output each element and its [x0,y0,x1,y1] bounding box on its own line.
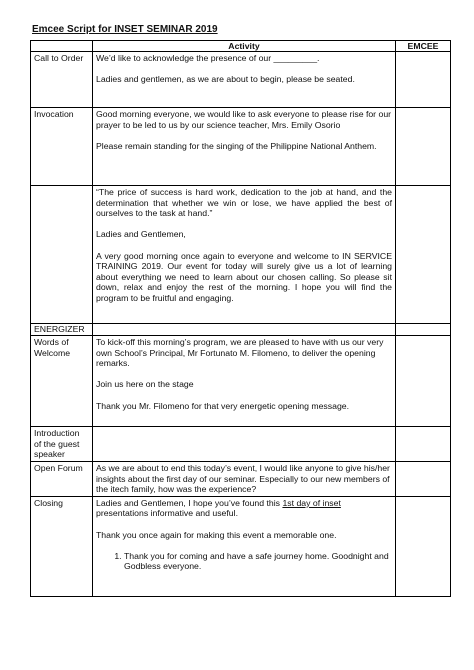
label-call-to-order: Call to Order [31,52,93,108]
closing-text-1-underlined: 1st day of inset [282,497,341,508]
emcee-opening [396,186,451,324]
row-closing [31,496,451,596]
label-energizer: ENERGIZER [31,324,93,336]
row-invocation [31,108,451,186]
opening-welcome: A very good morning once again to everyone and welcome to IN SERVICE TRAINING 2019. Our event for today will surely give us a lot of learning about everything we need to learn about our chosen calling. So please sit down, relax and enjoy the rest of the morning. I hope you will find the program to be fruitful and engaging. [96,250,392,303]
closing-text-1b: presentations informative and useful. [96,508,238,519]
welcome-text-3: Thank you Mr. Filomeno for that very energetic opening message. [96,400,350,411]
label-introduction: Introduction of the guest speaker [31,427,93,462]
invocation-text-1: Good morning everyone, we would like to ask everyone to please rise for our prayer to be led to us by our science teacher, Mrs. Emily Osorio [96,109,392,130]
label-closing: Closing [31,496,93,596]
activity-opening [93,186,396,324]
header-row [31,41,451,52]
header-part [31,41,93,52]
activity-introduction [93,427,396,462]
emcee-closing [396,496,451,596]
emcee-energizer [396,324,451,336]
emcee-invocation [396,108,451,186]
activity-invocation [93,108,396,186]
row-words-of-welcome [31,336,451,427]
closing-text-1a: Ladies and Gentlemen, I hope you’ve found this [96,497,283,508]
row-introduction [31,427,451,462]
header-emcee: EMCEE [396,41,451,52]
activity-closing [93,496,396,596]
call-to-order-text-2: Ladies and gentlemen, as we are about to begin, please be seated. [96,74,355,85]
activity-open-forum [93,462,396,497]
activity-words-of-welcome [93,336,396,427]
label-open-forum: Open Forum [31,462,93,497]
label-opening [31,186,93,324]
row-call-to-order [31,52,451,108]
welcome-text-2: Join us here on the stage [96,379,194,390]
emcee-introduction [396,427,451,462]
activity-call-to-order [93,52,396,108]
emcee-call-to-order [396,52,451,108]
invocation-text-2: Please remain standing for the singing of the Philippine National Anthem. [96,140,377,151]
document-title: Emcee Script for INSET SEMINAR 2019 [32,24,218,35]
emcee-open-forum [396,462,451,497]
closing-text-2: Thank you once again for making this event a memorable one. [96,529,337,540]
closing-text-1 [96,498,392,519]
closing-list [96,551,392,572]
opening-greeting: Ladies and Gentlemen, [96,229,186,240]
header-activity: Activity [93,41,396,52]
emcee-words-of-welcome [396,336,451,427]
label-words-of-welcome: Words of Welcome [31,336,93,427]
row-energizer [31,324,451,336]
open-forum-text: As we are about to end this today’s event, I would like anyone to give his/her insights about the first day of our seminar. Especially to our new members of the itech family, how was the experience? [96,463,390,495]
closing-list-item: 1. Thank you for coming and have a safe journey home. Goodnight and Godbless everyone. [124,551,392,572]
label-invocation: Invocation [31,108,93,186]
row-opening [31,186,451,324]
call-to-order-text-1: We’d like to acknowledge the presence of our _________. [96,53,320,63]
welcome-text-1: To kick-off this morning’s program, we are pleased to have with us our very own School’s Principal, Mr Fortunato M. Filomeno, to deliver the opening remarks. [96,337,384,369]
activity-energizer [93,324,396,336]
emcee-script-table [30,40,451,597]
row-open-forum [31,462,451,497]
opening-quote: “The price of success is hard work, dedication to the job at hand, and the determination that whether we win or lose, we have applied the best of ourselves to the task at hand.” [96,187,392,219]
